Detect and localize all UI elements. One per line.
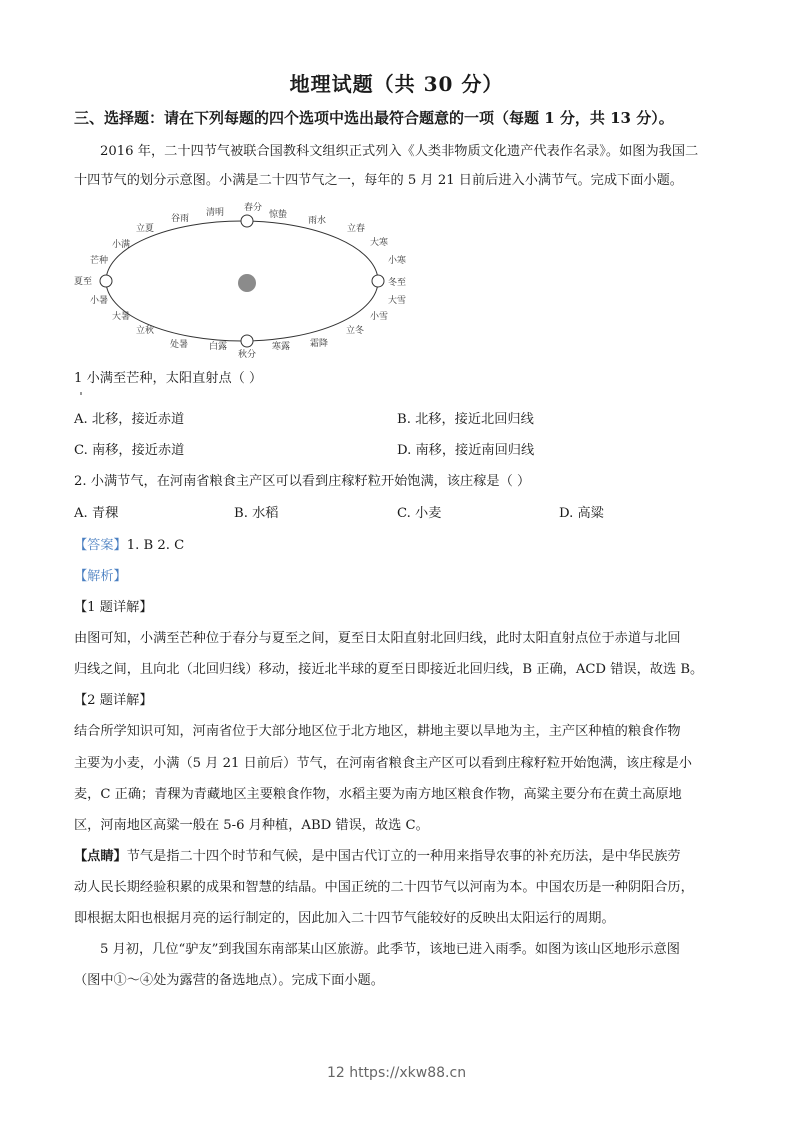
detail-1-line-2: 归线之间，且向北（北回归线）移动，接近北半球的夏至日即接近北回归线，B 正确，ACD 错误，故选 B。 bbox=[74, 662, 704, 677]
svg-text:春分: 春分 bbox=[244, 203, 263, 213]
next-intro-line-1: 5 月初，几位“驴友”到我国东南部某山区旅游。此季节，该地已进入雨季。如图为该山区地形示意图 bbox=[100, 942, 680, 957]
page-title: 地理试题（共 30 分） bbox=[289, 72, 504, 96]
highlight-line-2: 动人民长期经验积累的成果和智慧的结晶。中国正统的二十四节气以河南为本。中国农历是一种阴阳合历， bbox=[74, 880, 694, 895]
answer-label: 【答案】 bbox=[74, 538, 127, 553]
svg-text:寒露: 寒露 bbox=[272, 342, 291, 352]
detail-2-line-4: 区，河南地区高粱一般在 5-6 月种植，ABD 错误，故选 C。 bbox=[74, 818, 429, 833]
highlight-label: 【点睛】 bbox=[74, 849, 127, 864]
svg-text:雨水: 雨水 bbox=[308, 216, 327, 226]
highlight-line-3: 即根据太阳也根据月亮的运行制定的，因此加入二十四节气能较好的反映出太阳运行的周期。 bbox=[74, 911, 615, 926]
svg-text:芒种: 芒种 bbox=[90, 256, 109, 266]
question-2-stem: 2. 小满节气，在河南省粮食主产区可以看到庄稼籽粒开始饱满，该庄稼是（ ） bbox=[74, 474, 531, 489]
intro-line-2: 十四节气的划分示意图。小满是二十四节气之一，每年的 5 月 21 日前后进入小满节气。完成下面小题。 bbox=[74, 173, 683, 188]
stray-mark bbox=[80, 392, 82, 395]
intro-line-1: 2016 年，二十四节气被联合国教科文组织正式列入《人类非物质文化遗产代表作名录》。如图为我国二 bbox=[100, 144, 699, 159]
svg-text:大雪: 大雪 bbox=[388, 296, 407, 306]
svg-text:白露: 白露 bbox=[209, 342, 228, 352]
sun-icon bbox=[238, 274, 256, 292]
q1-option-d: D. 南移，接近南回归线 bbox=[397, 443, 535, 458]
q1-option-c: C. 南移，接近赤道 bbox=[74, 443, 185, 458]
detail-1-line-1: 由图可知，小满至芒种位于春分与夏至之间，夏至日太阳直射北回归线，此时太阳直射点位于赤道与北回 bbox=[74, 631, 681, 646]
highlight-line-1 bbox=[74, 848, 681, 866]
svg-text:立春: 立春 bbox=[347, 224, 366, 234]
q2-option-c: C. 小麦 bbox=[397, 506, 442, 521]
detail-1-label: 【1 题详解】 bbox=[74, 600, 153, 615]
answer-values: 1. B 2. C bbox=[126, 538, 185, 553]
svg-text:小暑: 小暑 bbox=[90, 296, 109, 306]
svg-text:冬至: 冬至 bbox=[388, 278, 407, 288]
svg-text:霜降: 霜降 bbox=[310, 339, 329, 349]
svg-text:惊蛰: 惊蛰 bbox=[269, 210, 288, 220]
svg-text:大寒: 大寒 bbox=[370, 238, 389, 248]
highlight-text: 节气是指二十四个时节和气候，是中国古代订立的一种用来指导农事的补充历法，是中华民族劳 bbox=[126, 849, 681, 864]
detail-2-line-2: 主要为小麦，小满（5 月 21 日前后）节气，在河南省粮食主产区可以看到庄稼籽粒开始饱满，该庄稼是小 bbox=[74, 756, 692, 771]
svg-text:小寒: 小寒 bbox=[388, 256, 407, 266]
analysis-label: 【解析】 bbox=[74, 569, 127, 584]
section-heading: 三、选择题：请在下列每题的四个选项中选出最符合题意的一项（每题 1 分，共 13 分）。 bbox=[74, 109, 674, 127]
q2-option-d: D. 高粱 bbox=[559, 506, 604, 521]
svg-text:小雪: 小雪 bbox=[370, 312, 389, 322]
svg-text:夏至: 夏至 bbox=[74, 277, 93, 287]
answer-line bbox=[74, 537, 184, 555]
svg-text:小满: 小满 bbox=[112, 240, 131, 250]
detail-2-line-1: 结合所学知识可知，河南省位于大部分地区位于北方地区，耕地主要以旱地为主，主产区种植的粮食作物 bbox=[74, 724, 681, 739]
svg-text:立夏: 立夏 bbox=[136, 224, 155, 234]
next-intro-line-2: （图中①～④处为露营的备选地点）。完成下面小题。 bbox=[74, 973, 384, 988]
q1-option-a: A. 北移，接近赤道 bbox=[74, 412, 185, 427]
page-footer: 12 https://xkw88.cn bbox=[326, 1065, 467, 1081]
solar-terms-diagram bbox=[72, 197, 412, 365]
svg-text:处暑: 处暑 bbox=[170, 340, 189, 350]
svg-text:大暑: 大暑 bbox=[112, 312, 131, 322]
svg-text:立冬: 立冬 bbox=[346, 326, 365, 336]
svg-text:秋分: 秋分 bbox=[238, 350, 257, 360]
q1-option-b: B. 北移，接近北回归线 bbox=[397, 412, 534, 427]
q2-option-a: A. 青稞 bbox=[74, 506, 119, 521]
detail-2-label: 【2 题详解】 bbox=[74, 693, 153, 708]
svg-text:谷雨: 谷雨 bbox=[171, 214, 190, 224]
svg-text:清明: 清明 bbox=[206, 208, 225, 218]
svg-text:立秋: 立秋 bbox=[136, 326, 155, 336]
question-1-stem: 1 小满至芒种，太阳直射点（ ） bbox=[74, 371, 263, 386]
detail-2-line-3: 麦，C 正确；青稞为青藏地区主要粮食作物，水稻主要为南方地区粮食作物，高粱主要分布在黄土高原地 bbox=[74, 787, 682, 802]
q2-option-b: B. 水稻 bbox=[234, 506, 279, 521]
